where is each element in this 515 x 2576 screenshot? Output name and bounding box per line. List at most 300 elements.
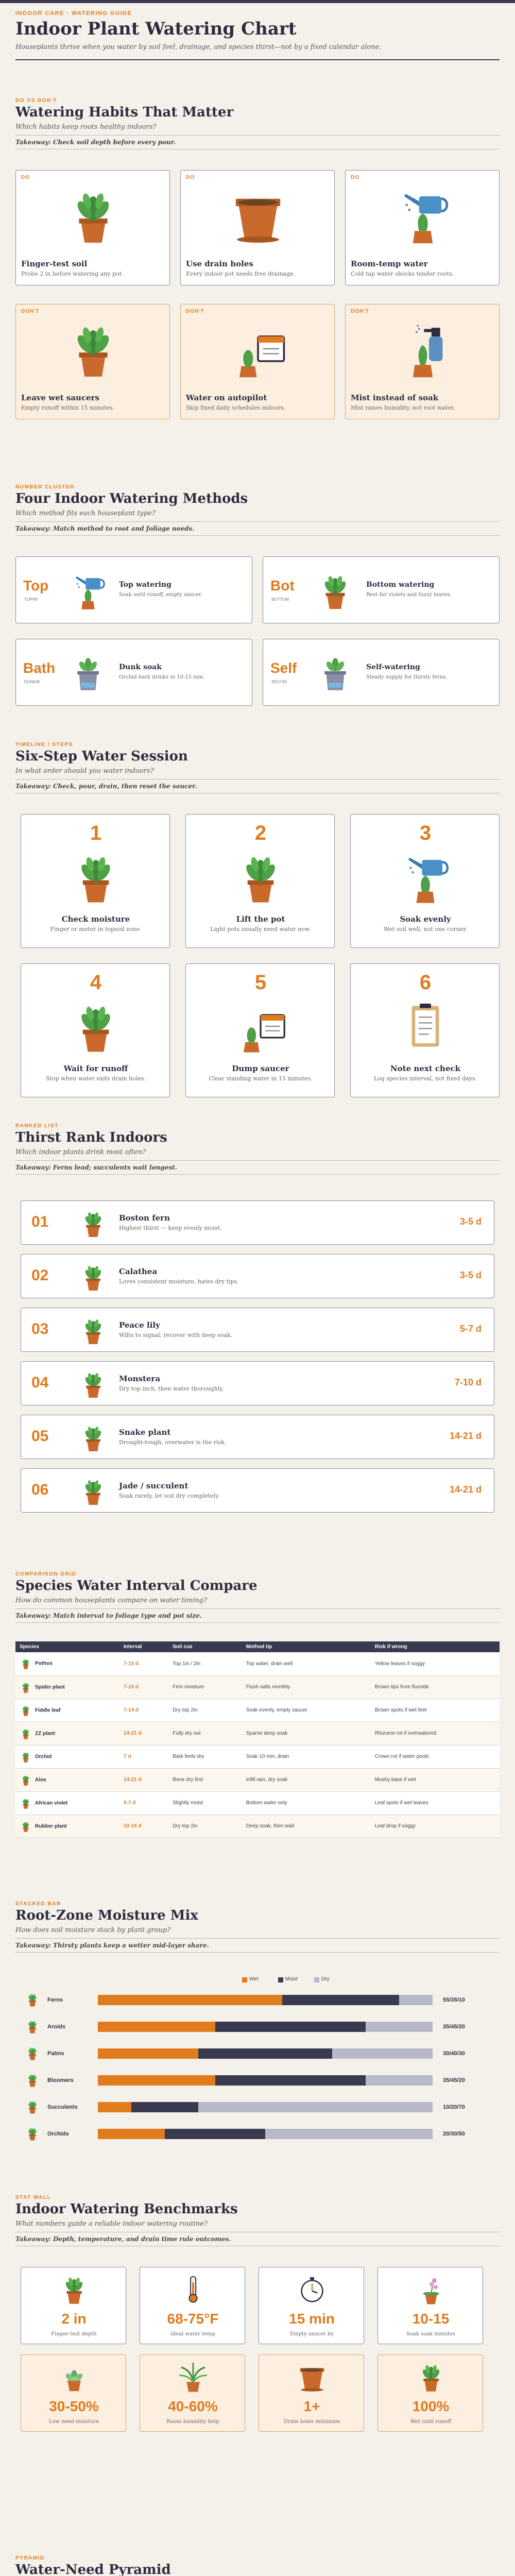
mix-question: How does soil moisture stack by plant group? — [15, 1926, 171, 1934]
stat-card — [259, 2354, 364, 2432]
compare-cell-text: 14-21 d — [123, 1731, 142, 1736]
step-desc: Log species interval, not fixed days. — [373, 1075, 477, 1082]
step-card — [185, 963, 335, 1097]
compare-question: How do common houseplants compare on water timing? — [15, 1597, 207, 1604]
step-name: Soak evenly — [400, 914, 451, 924]
step-card — [350, 963, 500, 1097]
stat-card — [140, 2267, 245, 2344]
thermometer-icon — [177, 2273, 210, 2306]
compare-title: Species Water Interval Compare — [15, 1578, 258, 1594]
compare-cell — [15, 1791, 119, 1815]
rank-desc: Soak rarely, let soil dry completely. — [119, 1493, 220, 1499]
compare-cell-text: Soak 10 min, drain — [246, 1754, 289, 1759]
stat-value: 30-50% — [49, 2398, 99, 2414]
habit-card — [180, 170, 335, 285]
method-card — [15, 556, 252, 623]
habit-card — [15, 304, 170, 419]
compare-cell — [371, 1722, 500, 1745]
rank-desc: Highest thirst — keep evenly moist. — [119, 1225, 222, 1231]
compare-cell-text: Crown rot if water pools — [374, 1754, 429, 1759]
stat-label: Empty saucer by — [289, 2331, 334, 2337]
page-title: Indoor Plant Watering Chart — [15, 19, 297, 39]
compare-header-cell: Soil cue — [168, 1641, 242, 1652]
watering-can-icon — [67, 570, 109, 611]
mix-bar-segment — [98, 2022, 215, 2032]
wet-saucer-icon — [62, 318, 124, 380]
mix-row-label: 10/20/70 — [443, 2104, 465, 2110]
methods-title: Four Indoor Watering Methods — [15, 491, 248, 506]
ranked-takeaway: Takeaway: Ferns lead; succulents wait longest. — [15, 1164, 177, 1171]
rank-name: Monstera — [119, 1374, 161, 1383]
compare-cell — [371, 1745, 500, 1768]
mix-row-name: Aroids — [47, 2024, 65, 2030]
habit-desc: Every indoor pot needs free drainage. — [186, 270, 296, 277]
legend-label: Dry — [321, 1976, 330, 1982]
compare-cell-text: Bone dry first — [173, 1777, 203, 1783]
mix-bar-segment — [98, 2075, 215, 2086]
compare-cell-text: Fiddle leaf — [35, 1707, 61, 1714]
terracotta-pot-icon — [227, 184, 289, 246]
compare-row — [15, 1791, 500, 1815]
potted-plant-icon — [20, 1820, 32, 1833]
compare-cell-text: 7-10 d — [123, 1660, 139, 1667]
method-desc: Steady supply for thirsty ferns. — [366, 674, 448, 680]
compare-cell — [242, 1652, 371, 1675]
compare-cell-text: Rubber plant — [35, 1823, 67, 1829]
methods-takeaway: Takeaway: Match method to root and foliage needs. — [15, 525, 195, 532]
compare-divider-2 — [15, 1622, 500, 1623]
mix-bar-segment — [215, 2075, 366, 2086]
fern-icon — [177, 2360, 210, 2393]
session-section — [15, 742, 500, 793]
compare-cell — [15, 1722, 119, 1745]
method-code: Bot — [270, 578, 295, 594]
potted-plant-icon — [62, 184, 124, 246]
compare-cell-text: Sparse deep soak — [246, 1731, 288, 1736]
stat-label: Soak soak minutes — [406, 2331, 456, 2337]
header-kicker: INDOOR CARE · WATERING GUIDE — [15, 10, 132, 16]
mix-row-label: 55/35/10 — [443, 1997, 465, 2003]
compare-cell — [168, 1768, 242, 1791]
legend-swatch — [278, 1977, 283, 1982]
stat-value: 100% — [412, 2398, 450, 2414]
compare-cell — [242, 1745, 371, 1768]
step-card — [21, 963, 170, 1097]
compare-header-row — [15, 1641, 500, 1652]
mix-bar-segment — [332, 2048, 433, 2059]
method-code: Bath — [23, 660, 56, 676]
rank-desc: Loves consistent moisture, hates dry tips. — [119, 1278, 239, 1285]
habit-tag: DON'T — [21, 309, 40, 314]
habit-card — [345, 170, 500, 285]
mix-bar-segment — [282, 1995, 400, 2005]
compare-cell — [119, 1675, 168, 1699]
pyramid-title: Water-Need Pyramid — [15, 2562, 171, 2576]
compare-row — [15, 1722, 500, 1745]
potted-plant-icon — [25, 2045, 40, 2061]
rank-days: 7-10 d — [454, 1377, 482, 1387]
watering-can-icon — [397, 849, 454, 905]
compare-cell — [15, 1675, 119, 1699]
step-number: 2 — [254, 822, 267, 844]
compare-cell — [371, 1675, 500, 1699]
compare-table — [15, 1641, 500, 1838]
watering-can-icon — [392, 184, 454, 246]
potted-plant-icon — [20, 1681, 32, 1693]
mix-bar-segment — [399, 1995, 433, 2005]
compare-cell-text: Bark feels dry — [173, 1754, 204, 1759]
compare-section — [15, 1571, 500, 1623]
habit-tag: DO — [186, 175, 195, 180]
potted-plant-icon — [58, 2273, 91, 2306]
stat-value: 1+ — [303, 2398, 320, 2414]
habit-name: Room-temp water — [351, 259, 428, 268]
compare-cell-text: Yellow leaves if soggy — [374, 1660, 425, 1667]
compare-header-cell: Species — [15, 1641, 119, 1652]
stat-label: Ideal water temp — [170, 2331, 215, 2337]
stat-value: 40-60% — [168, 2398, 218, 2414]
compare-cell-text: 10-14 d — [123, 1823, 142, 1829]
step-card — [21, 814, 170, 948]
mix-row-label: 20/30/50 — [443, 2131, 465, 2137]
methods-divider — [15, 521, 500, 522]
compare-cell — [15, 1745, 119, 1768]
compare-cell-text: African violet — [35, 1800, 68, 1806]
compare-row — [15, 1768, 500, 1791]
compare-cell — [168, 1652, 242, 1675]
bench-section — [15, 2195, 500, 2246]
timer-icon — [296, 2273, 329, 2306]
mix-row-name: Palms — [47, 2050, 64, 2057]
ranked-question: Which indoor plants drink most often? — [15, 1148, 146, 1156]
mix-bar-segment — [98, 2048, 198, 2059]
method-name: Self-watering — [366, 663, 420, 671]
compare-header-cell: Method tip — [242, 1641, 371, 1652]
bench-takeaway: Takeaway: Depth, temperature, and drain time rule outcomes. — [15, 2235, 231, 2243]
compare-cell — [119, 1722, 168, 1745]
mix-bar-segment — [165, 2129, 265, 2139]
method-sub: TOP/W — [24, 597, 38, 602]
method-card — [15, 639, 252, 706]
session-tag: TIMELINE / STEPS — [15, 742, 73, 748]
pyramid-section — [15, 2555, 500, 2576]
rank-days: 14-21 d — [449, 1484, 482, 1495]
rank-days: 3-5 d — [459, 1270, 482, 1280]
rank-desc: Wilts to signal, recover with deep soak. — [119, 1332, 233, 1338]
compare-cell-text: Aloe — [35, 1777, 46, 1783]
potted-plant-icon — [78, 1208, 109, 1239]
compare-cell-text: Soak evenly, empty saucer — [246, 1707, 308, 1713]
ranked-tag: RANKED LIST — [15, 1123, 59, 1129]
habit-name: Finger-test soil — [21, 259, 88, 268]
compare-cell — [242, 1675, 371, 1699]
compare-table-wrap — [15, 1641, 500, 1838]
rank-number: 03 — [31, 1320, 49, 1337]
step-name: Lift the pot — [236, 914, 285, 924]
compare-cell — [15, 1768, 119, 1791]
compare-cell-text: Top 1in / 2in — [173, 1660, 201, 1667]
mix-row-name: Succulents — [47, 2104, 78, 2110]
rank-days: 14-21 d — [449, 1431, 482, 1441]
compare-cell — [168, 1675, 242, 1699]
pyramid-tag: PYRAMID — [15, 2555, 45, 2561]
compare-cell — [242, 1699, 371, 1722]
step-name: Note next check — [390, 1064, 461, 1073]
compare-cell — [242, 1722, 371, 1745]
spray-bottle-icon — [392, 318, 454, 380]
mix-row-name: Orchids — [47, 2131, 69, 2137]
mix-divider — [15, 1938, 500, 1939]
mix-row-name: Ferns — [47, 1997, 63, 2003]
potted-plant-icon — [78, 1368, 109, 1399]
rank-row — [21, 1308, 494, 1352]
legend-swatch — [242, 1977, 247, 1982]
step-name: Wait for runoff — [63, 1064, 128, 1073]
compare-divider — [15, 1608, 500, 1609]
step-desc: Finger or meter in topsoil zone. — [50, 926, 142, 933]
step-desc: Stop when water exits drain holes. — [46, 1075, 146, 1082]
mix-takeaway: Takeaway: Thirsty plants keep a wetter mid-layer share. — [15, 1942, 209, 1949]
compare-cell — [242, 1768, 371, 1791]
compare-cell-text: Brown spots if wet feet — [374, 1707, 427, 1713]
habit-desc: Empty runoff within 15 minutes. — [21, 404, 115, 411]
session-title: Six-Step Water Session — [15, 749, 188, 764]
bench-title: Indoor Watering Benchmarks — [15, 2201, 238, 2217]
compare-cell — [119, 1815, 168, 1838]
page-header — [0, 3, 515, 51]
pot-icon — [296, 2360, 329, 2393]
method-desc: Orchid bark drinks in 10-15 min. — [119, 674, 205, 680]
rank-row — [21, 1468, 494, 1513]
compare-row — [15, 1699, 500, 1722]
compare-cell-text: 14-21 d — [123, 1777, 142, 1783]
compare-cell-text: Deep soak, then wait — [246, 1823, 295, 1829]
mix-bar-segment — [198, 2048, 332, 2059]
compare-row — [15, 1652, 500, 1675]
mix-bar-segment — [98, 2102, 131, 2112]
compare-cell — [15, 1699, 119, 1722]
potted-plant-icon — [20, 1797, 32, 1809]
rank-number: 01 — [31, 1213, 49, 1230]
habits-section — [15, 98, 500, 149]
compare-cell — [119, 1768, 168, 1791]
method-name: Dunk soak — [119, 663, 162, 671]
step-card — [185, 814, 335, 948]
stat-label: Drain holes minimum — [283, 2419, 340, 2425]
ranked-divider-2 — [15, 1174, 500, 1175]
mix-title: Root-Zone Moisture Mix — [15, 1908, 198, 1923]
rank-row — [21, 1415, 494, 1459]
compare-cell-text: Spider plant — [35, 1684, 65, 1690]
habits-question: Which habits keep roots healthy indoors? — [15, 123, 157, 131]
dump-saucer-icon — [232, 998, 289, 1055]
mix-bar-segment — [98, 1995, 282, 2005]
methods-section — [15, 484, 500, 536]
rank-number: 05 — [31, 1428, 49, 1445]
stat-card — [21, 2354, 126, 2432]
rank-desc: Drought-tough, overwater is the risk. — [119, 1439, 227, 1446]
step-number: 4 — [90, 971, 102, 994]
step-number: 1 — [90, 822, 102, 844]
potted-plant-icon — [20, 1727, 32, 1740]
habits-tag: DO VS DON'T — [15, 98, 58, 104]
compare-cell-text: Flush salts monthly — [246, 1684, 290, 1690]
habit-tag: DON'T — [186, 309, 204, 314]
step-name: Check moisture — [61, 914, 130, 924]
mix-section — [15, 1901, 500, 1953]
method-card — [263, 639, 500, 706]
compare-takeaway: Takeaway: Match interval to foliage type and pot size. — [15, 1612, 202, 1619]
compare-cell — [168, 1815, 242, 1838]
stat-card — [259, 2267, 364, 2344]
bench-tag: STAT WALL — [15, 2195, 52, 2200]
calendar-icon — [227, 318, 289, 380]
potted-plant-icon — [25, 1992, 40, 2007]
stat-value: 10-15 — [412, 2311, 450, 2327]
compare-cell-text: Leaf spots if wet leaves — [374, 1800, 428, 1806]
compare-cell-text: Dry top 2in — [173, 1823, 198, 1829]
rank-days: 5-7 d — [459, 1324, 482, 1334]
succulent-icon — [58, 2360, 91, 2393]
compare-tag: COMPARISON GRID — [15, 1571, 77, 1577]
rank-name: Snake plant — [119, 1428, 171, 1437]
habit-name: Mist instead of soak — [351, 393, 439, 402]
self-watering-pot-icon — [315, 652, 356, 693]
compare-cell — [371, 1699, 500, 1722]
compare-cell-text: Infill rain, dry soak — [246, 1777, 288, 1783]
compare-cell-text: Rhizome rot if overwatered — [374, 1731, 437, 1736]
habit-desc: Cold tap water shocks tender roots. — [351, 270, 454, 277]
compare-header-cell: Interval — [119, 1641, 168, 1652]
step-number: 5 — [254, 971, 267, 994]
potted-plant-icon — [25, 2019, 40, 2034]
compare-cell-text: Slightly moist — [173, 1800, 203, 1806]
mix-bar-segment — [198, 2102, 433, 2112]
potted-plant-icon — [78, 1476, 109, 1506]
stat-value: 68-75°F — [167, 2311, 219, 2327]
habits-takeaway: Takeaway: Check soil depth before every pour. — [15, 139, 176, 146]
stat-label: Wet until runoff — [410, 2419, 452, 2425]
compare-cell-text: Top water, drain well — [246, 1660, 293, 1667]
potted-plant-icon — [25, 2126, 40, 2141]
habit-tag: DON'T — [351, 309, 369, 314]
rank-row — [21, 1254, 494, 1298]
compare-body — [15, 1652, 500, 1838]
habits-title: Watering Habits That Matter — [15, 105, 234, 120]
methods-divider-2 — [15, 535, 500, 536]
method-sub: SELF/W — [271, 680, 287, 684]
compare-cell — [168, 1791, 242, 1815]
legend-swatch — [314, 1977, 319, 1982]
leafy-plant-icon — [415, 2360, 448, 2393]
mix-bar-segment — [366, 2022, 433, 2032]
compare-cell — [15, 1815, 119, 1838]
compare-row — [15, 1745, 500, 1768]
compare-cell — [119, 1652, 168, 1675]
method-sub: DUNK/B — [24, 680, 40, 684]
potted-plant-icon — [78, 1261, 109, 1292]
rank-name: Boston fern — [119, 1213, 170, 1223]
rank-row — [21, 1200, 494, 1245]
rank-number: 02 — [31, 1267, 49, 1284]
potted-plant-icon — [25, 2099, 40, 2114]
potted-plant-icon — [25, 2072, 40, 2088]
habit-card — [345, 304, 500, 419]
saucer-tray-icon — [315, 570, 356, 611]
methods-question: Which method fits each houseplant type? — [15, 510, 156, 517]
ranked-section — [15, 1123, 500, 1175]
compare-cell-text: 7-10 d — [123, 1684, 139, 1690]
rank-days: 3-5 d — [459, 1216, 482, 1227]
stat-value: 15 min — [289, 2311, 335, 2327]
potted-plant-icon — [78, 1422, 109, 1453]
mix-bar-segment — [98, 2129, 165, 2139]
step-desc: Wet soil well, not one corner. — [383, 926, 468, 933]
mix-divider-2 — [15, 1952, 500, 1953]
method-code: Top — [23, 578, 49, 594]
clipboard-icon — [397, 998, 454, 1055]
compare-cell — [15, 1652, 119, 1675]
compare-cell-text: Orchid — [35, 1754, 52, 1760]
habit-name: Use drain holes — [186, 259, 253, 268]
compare-cell-text: Firm moisture — [173, 1684, 204, 1690]
mix-row-label: 35/45/20 — [443, 2024, 465, 2030]
compare-cell — [168, 1699, 242, 1722]
header-rule — [15, 59, 500, 60]
compare-row — [15, 1815, 500, 1838]
habit-card — [15, 170, 170, 285]
compare-cell — [119, 1745, 168, 1768]
step-number: 3 — [419, 822, 432, 844]
compare-cell-text: Mushy base if wet — [374, 1777, 416, 1783]
step-desc: Clear standing water in 15 minutes. — [209, 1075, 313, 1082]
method-desc: Best for violets and fuzzy leaves. — [366, 592, 452, 598]
mix-row-label: 35/45/20 — [443, 2077, 465, 2083]
potted-plant-icon — [20, 1774, 32, 1786]
compare-cell-text: Fully dry out — [173, 1731, 201, 1736]
rank-name: Jade / succulent — [119, 1481, 188, 1490]
orchid-icon — [415, 2273, 448, 2306]
rank-name: Peace lily — [119, 1320, 160, 1330]
legend-label: Moist — [285, 1976, 298, 1982]
compare-cell — [119, 1699, 168, 1722]
habit-desc: Mist raises humidity, not root water. — [351, 404, 455, 411]
compare-cell-text: 7 d — [123, 1754, 131, 1759]
method-name: Top watering — [119, 581, 171, 589]
compare-cell-text: Brown tips from fluoride — [374, 1684, 429, 1690]
stat-value: 2 in — [61, 2311, 87, 2327]
rank-number: 06 — [31, 1481, 49, 1498]
rank-name: Calathea — [119, 1267, 158, 1276]
compare-cell — [371, 1768, 500, 1791]
finger-test-icon — [67, 849, 124, 905]
compare-row — [15, 1675, 500, 1699]
mix-bar-segment — [265, 2129, 433, 2139]
compare-cell — [242, 1791, 371, 1815]
mix-bar-segment — [131, 2102, 198, 2112]
compare-cell — [242, 1815, 371, 1838]
stat-label: Room humidity help — [166, 2419, 219, 2425]
stat-label: Low need moisture — [48, 2419, 99, 2425]
session-question: In what order should you water indoors? — [15, 767, 154, 775]
rank-number: 04 — [31, 1374, 49, 1391]
method-name: Bottom watering — [366, 581, 435, 589]
stat-card — [140, 2354, 245, 2432]
compare-cell — [119, 1791, 168, 1815]
compare-cell-text: Leaf drop if soggy — [374, 1823, 416, 1829]
habit-name: Water on autopilot — [186, 393, 267, 402]
lift-pot-icon — [232, 849, 289, 905]
